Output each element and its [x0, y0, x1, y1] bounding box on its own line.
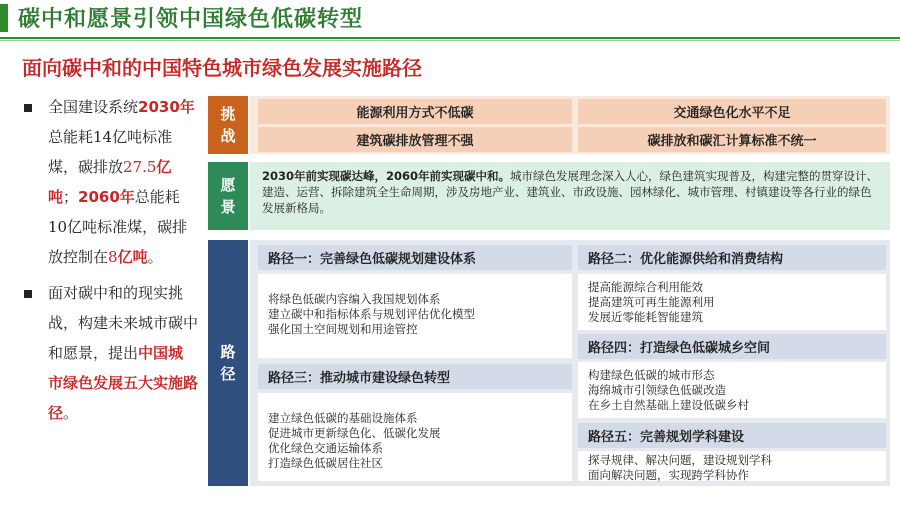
text: 全国建设系统 — [48, 98, 139, 116]
list-item: 提高建筑可再生能源利用 — [588, 295, 715, 309]
path-two-title: 路径二：优化能源供给和消费结构 — [578, 245, 886, 270]
number: 14 — [93, 128, 113, 146]
label-text: 愿景 — [220, 176, 236, 216]
list-item: 促进城市更新绿色化、低碳化发展 — [268, 426, 441, 440]
label-text: 路径 — [220, 343, 236, 383]
text: ； — [63, 188, 79, 206]
vision-rest: 城市绿色发展理念深入人心，绿色建筑实现普及，构建完整的贯穿设计、建造、运营、拆除建筑全生命周期，涉及房地产业、建筑业、市政设施、园林绿化、城市管理、村镇建设等各行业的绿色发展新格局。 — [262, 169, 879, 215]
left-bullets — [22, 92, 198, 434]
highlight: 中国城市绿色发展五大实施路径 — [48, 344, 199, 422]
text: 。 — [63, 404, 79, 422]
list-item: 探寻规律、解决问题，建设规划学科 — [588, 453, 772, 467]
text: 亿吨标准煤，碳排放 — [48, 128, 173, 176]
list-item: 面向解决问题，实现跨学科协作 — [588, 468, 749, 482]
list-item: 发展近零能耗智能建筑 — [588, 310, 703, 324]
list-item: 优化绿色交通运输体系 — [268, 441, 383, 455]
challenge-item: 碳排放和碳汇计算标准不统一 — [578, 127, 886, 152]
page-title: 碳中和愿景引领中国绿色低碳转型 — [18, 7, 364, 32]
list-item: 将绿色低碳内容编入我国规划体系 — [268, 292, 441, 306]
list-item: 强化国土空间规划和用途管控 — [268, 322, 418, 336]
bullet-square-icon — [24, 104, 32, 112]
highlight: 年 — [179, 98, 195, 116]
label-challenge — [208, 96, 248, 154]
vision-text — [262, 168, 882, 216]
bullet-energy — [22, 92, 198, 272]
number: 8 — [108, 248, 118, 266]
page-subtitle: 面向碳中和的中国特色城市绿色发展实施路径 — [22, 56, 422, 80]
text: 总能耗 — [134, 188, 180, 206]
label-vision — [208, 162, 248, 230]
list-item: 提高能源综合利用能效 — [588, 280, 703, 294]
number: 10 — [48, 218, 68, 236]
text: 亿吨标准煤，碳排放控制在 — [48, 218, 188, 266]
path-five-body — [578, 451, 886, 481]
list-item: 构建绿色低碳的城市形态 — [588, 368, 715, 382]
path-three-body — [258, 393, 572, 481]
challenge-item: 建筑碳排放管理不强 — [258, 127, 572, 152]
list-item: 打造绿色低碳居住社区 — [268, 456, 383, 470]
path-two-body — [578, 274, 886, 330]
title-accent-bar — [0, 4, 8, 32]
list-item: 在乡土自然基础上建设低碳乡村 — [588, 398, 749, 412]
vision-bold: 2030年前实现碳达峰，2060年前实现碳中和。 — [262, 169, 511, 183]
path-three-title: 路径三：推动城市建设绿色转型 — [258, 364, 572, 389]
text: 面对碳中和的现实挑战，构建未来城市碳中和愿景，提出 — [48, 284, 199, 362]
text: 总能耗 — [48, 128, 94, 146]
path-one-body — [258, 274, 572, 358]
list-item: 海绵城市引领绿色低碳改造 — [588, 383, 726, 397]
list-item: 建立碳中和指标体系与规划评估优化模型 — [268, 307, 475, 321]
highlight: 亿吨 — [117, 248, 148, 266]
highlight: 2030 — [138, 98, 180, 116]
number: 27.5 — [123, 158, 157, 176]
highlight: 亿吨 — [48, 158, 172, 206]
challenge-item: 能源利用方式不低碳 — [258, 99, 572, 124]
challenge-item: 交通绿色化水平不足 — [578, 99, 886, 124]
text: 。 — [147, 248, 163, 266]
title-bar — [0, 0, 900, 36]
path-four-title: 路径四：打造绿色低碳城乡空间 — [578, 334, 886, 359]
path-one-title: 路径一：完善绿色低碳规划建设体系 — [258, 245, 572, 270]
bullet-square-icon — [24, 290, 32, 298]
bullet-paths — [22, 278, 198, 428]
highlight: 2060年 — [78, 188, 135, 206]
list-item: 建立绿色低碳的基础设施体系 — [268, 411, 418, 425]
path-four-body — [578, 362, 886, 418]
label-path — [208, 240, 248, 486]
title-divider-thin — [0, 40, 900, 41]
label-text: 挑战 — [220, 105, 236, 145]
title-divider — [0, 37, 900, 39]
path-five-title: 路径五：完善规划学科建设 — [578, 423, 886, 448]
